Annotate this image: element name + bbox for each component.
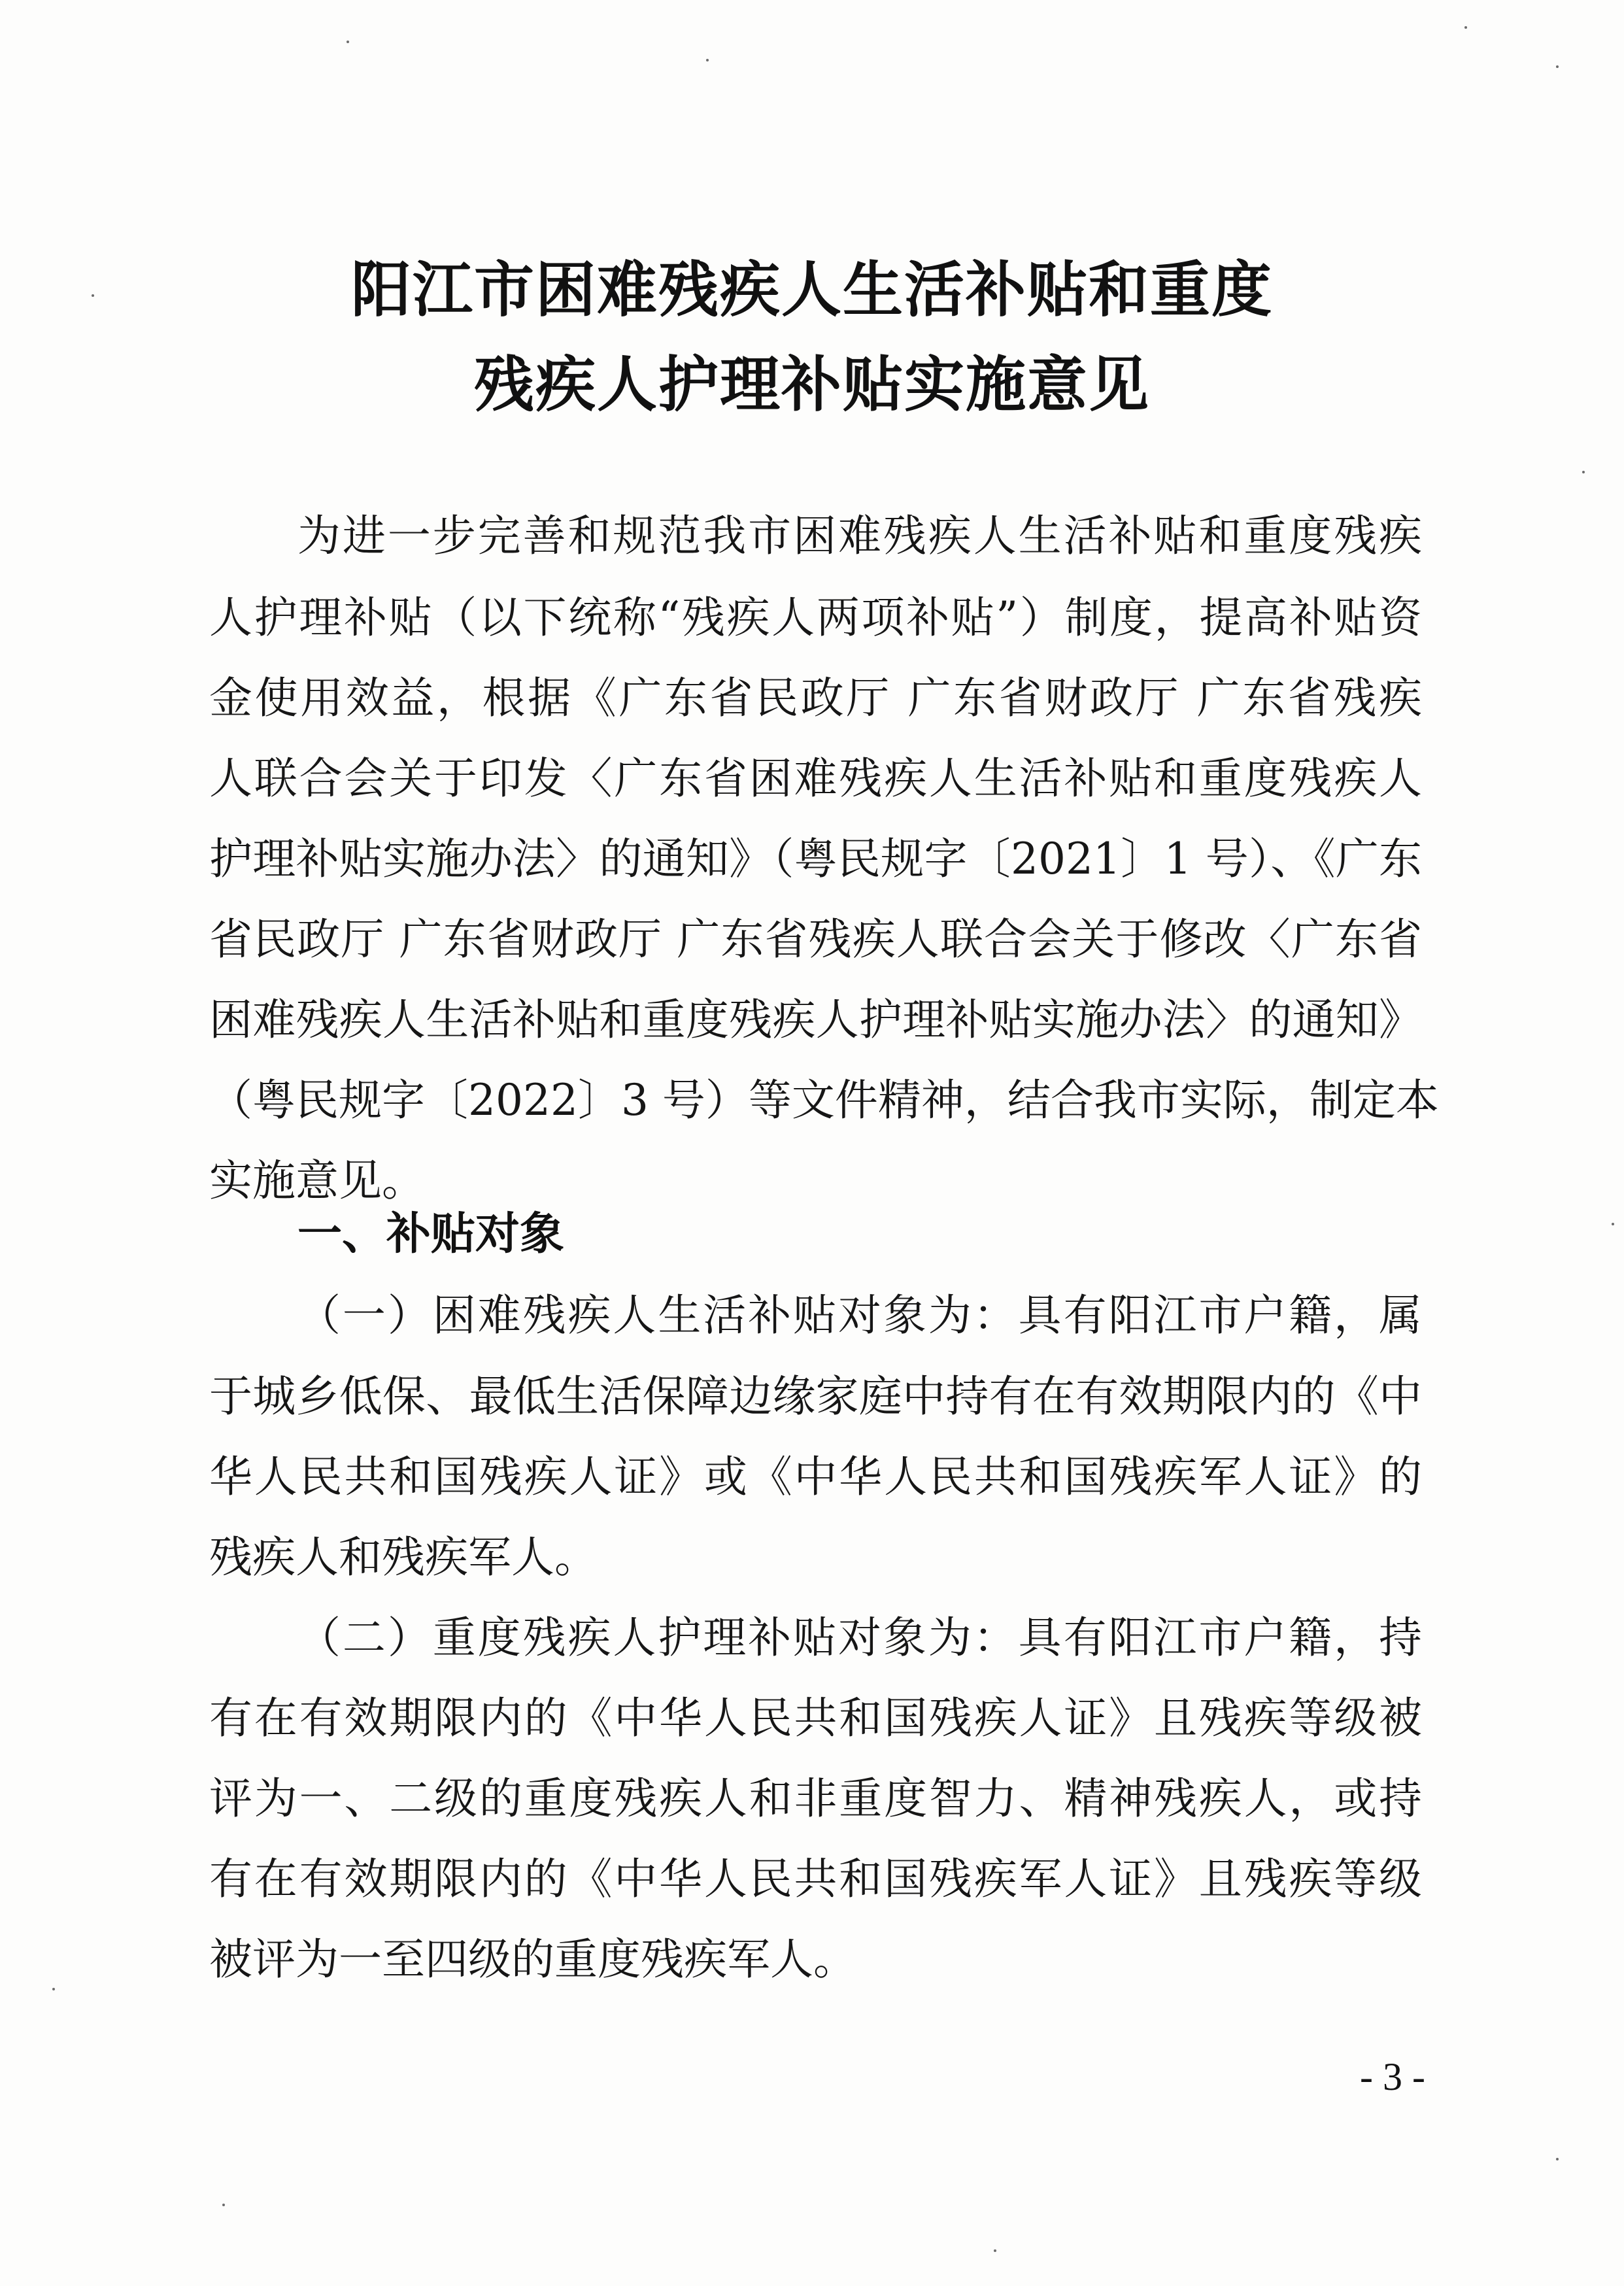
intro-paragraph-line: 为进一步完善和规范我市困难残疾人生活补贴和重度残疾 — [297, 511, 1422, 561]
intro-paragraph-line: 金使用效益，根据《广东省民政厅 广东省财政厅 广东省残疾 — [209, 673, 1422, 723]
intro-paragraph-line: 人联合会关于印发〈广东省困难残疾人生活补贴和重度残疾人 — [209, 753, 1422, 804]
section-heading: 一、补贴对象 — [297, 1208, 565, 1260]
scan-speck — [1556, 2158, 1559, 2160]
intro-paragraph-line: （粤民规字〔2022〕3 号）等文件精神，结合我市实际，制定本 — [209, 1075, 1439, 1125]
scan-speck — [1582, 471, 1585, 473]
document-title-line-1: 阳江市困难残疾人生活补贴和重度 — [350, 254, 1273, 325]
intro-paragraph-line: 人护理补贴（以下统称“残疾人两项补贴”）制度，提高补贴资 — [209, 592, 1422, 643]
scan-speck — [222, 2204, 225, 2206]
paragraph-2-line: 有在有效期限内的《中华人民共和国残疾军人证》且残疾等级 — [209, 1854, 1422, 1904]
scan-speck — [1556, 65, 1559, 68]
intro-paragraph-line: 困难残疾人生活补贴和重度残疾人护理补贴实施办法〉的通知》 — [209, 995, 1422, 1045]
paragraph-1-line: 残疾人和残疾军人。 — [209, 1532, 598, 1582]
scan-speck — [1464, 26, 1467, 29]
intro-paragraph-line: 实施意见。 — [209, 1155, 425, 1206]
scan-speck — [994, 2249, 996, 2252]
paragraph-1-line: 华人民共和国残疾人证》或《中华人民共和国残疾军人证》的 — [209, 1452, 1422, 1502]
paragraph-2-line: 有在有效期限内的《中华人民共和国残疾人证》且残疾等级被 — [209, 1693, 1422, 1743]
scan-speck — [92, 294, 94, 297]
intro-paragraph-line: 护理补贴实施办法〉的通知》（粤民规字〔2021〕1 号）、《广东 — [209, 834, 1422, 884]
paragraph-2-line: 评为一、二级的重度残疾人和非重度智力、精神残疾人，或持 — [209, 1773, 1422, 1824]
paragraph-2-line: （二）重度残疾人护理补贴对象为：具有阳江市户籍，持 — [297, 1612, 1422, 1663]
scan-speck — [347, 41, 349, 43]
paragraph-1-line: （一）困难残疾人生活补贴对象为：具有阳江市户籍，属 — [297, 1290, 1422, 1340]
paragraph-2-line: 被评为一至四级的重度残疾军人。 — [209, 1934, 856, 1985]
intro-paragraph-line: 省民政厅 广东省财政厅 广东省残疾人联合会关于修改〈广东省 — [209, 914, 1422, 964]
document-title-line-2: 残疾人护理补贴实施意见 — [473, 349, 1150, 420]
page-number: - 3 - — [1360, 2055, 1425, 2098]
scan-speck — [52, 1988, 55, 1990]
scan-speck — [706, 59, 709, 61]
scan-speck — [1612, 1223, 1614, 1225]
paragraph-1-line: 于城乡低保、最低生活保障边缘家庭中持有在有效期限内的《中 — [209, 1371, 1422, 1422]
